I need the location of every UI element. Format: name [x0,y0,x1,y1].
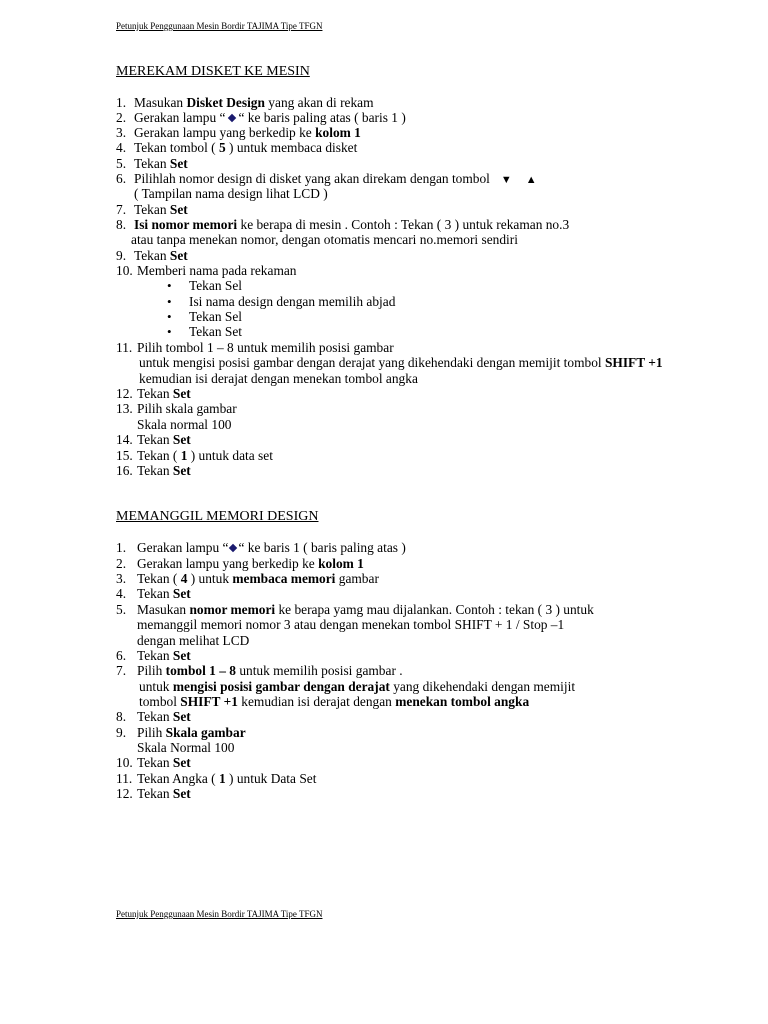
section-title-memanggil: MEMANGGIL MEMORI DESIGN [116,509,319,524]
step-2-3: 3. Tekan ( 4 ) untuk membaca memori gambar [116,571,379,586]
step-1-16: 16. Tekan Set [116,463,191,478]
step-1-4: 4. Tekan tombol ( 5 ) untuk membaca disket [116,140,358,155]
step-1-8-note: atau tanpa menekan nomor, dengan otomatis mencari no.memori sendiri [131,232,518,247]
step-2-8: 8. Tekan Set [116,709,191,724]
step-1-7: 7. Tekan Set [116,202,188,217]
step-1-11: 11. Pilih tombol 1 – 8 untuk memilih posisi gambar [116,340,394,355]
bullet-item: • Tekan Sel [167,278,242,293]
step-1-5: 5. Tekan Set [116,156,188,171]
step-1-11-line3: kemudian isi derajat dengan menekan tombol angka [139,371,418,386]
step-1-2: 2. Gerakan lampu “ “ ke baris paling atas ( baris 1 ) [116,110,406,125]
bullet-item: • Isi nama design dengan memilih abjad [167,294,396,309]
step-2-7-line3: tombol SHIFT +1 kemudian isi derajat dengan menekan tombol angka [139,694,530,709]
up-triangle-icon: ▲ [525,174,537,186]
step-1-11-line2: untuk mengisi posisi gambar dengan derajat yang dikehendaki dengan memijit tombol SHIFT +1 [139,355,663,370]
step-2-7-line2: untuk mengisi posisi gambar dengan derajat yang dikehendaki dengan memijit [139,679,576,694]
step-1-6-note: ( Tampilan nama design lihat LCD ) [134,186,328,201]
bullet-item: • Tekan Set [167,324,242,339]
step-2-1: 1. Gerakan lampu “ “ ke baris 1 ( baris paling atas ) [116,540,406,555]
step-1-12: 12. Tekan Set [116,386,191,401]
bullet-item: • Tekan Sel [167,309,242,324]
step-2-4: 4. Tekan Set [116,586,191,601]
down-triangle-icon: ▼ [500,174,512,186]
step-1-3: 3. Gerakan lampu yang berkedip ke kolom 1 [116,125,361,140]
step-2-12: 12. Tekan Set [116,786,191,801]
step-2-2: 2. Gerakan lampu yang berkedip ke kolom 1 [116,556,364,571]
step-1-15: 15. Tekan ( 1 ) untuk data set [116,448,273,463]
step-2-5: 5. Masukan nomor memori ke berapa yamg mau dijalankan. Contoh : tekan ( 3 ) untuk [116,602,594,617]
page-header: Petunjuk Penggunaan Mesin Bordir TAJIMA Tipe TFGN [116,21,323,31]
lamp-diamond-icon [229,544,237,552]
step-1-13-note: Skala normal 100 [137,417,232,432]
lamp-diamond-icon [228,114,236,122]
step-2-10: 10. Tekan Set [116,755,191,770]
step-2-11: 11. Tekan Angka ( 1 ) untuk Data Set [116,771,317,786]
step-2-9: 9. Pilih Skala gambar [116,725,246,740]
step-2-7: 7. Pilih tombol 1 – 8 untuk memilih posisi gambar . [116,663,403,678]
step-2-9-note: Skala Normal 100 [137,740,235,755]
step-1-8: 8. Isi nomor memori ke berapa di mesin . Contoh : Tekan ( 3 ) untuk rekaman no.3 [116,217,570,232]
step-1-10: 10. Memberi nama pada rekaman [116,263,297,278]
section-title-merekam: MEREKAM DISKET KE MESIN [116,64,310,79]
page-footer: Petunjuk Penggunaan Mesin Bordir TAJIMA Tipe TFGN [116,909,323,919]
step-1-1: 1. Masukan Disket Design yang akan di rekam [116,95,374,110]
step-1-6: 6. Pilihlah nomor design di disket yang akan direkam dengan tombol ▼ ▲ [116,171,537,186]
step-2-5-line2: memanggil memori nomor 3 atau dengan menekan tombol SHIFT + 1 / Stop –1 [137,617,565,632]
step-1-9: 9. Tekan Set [116,248,188,263]
step-1-13: 13. Pilih skala gambar [116,401,237,416]
step-2-5-line3: dengan melihat LCD [137,633,250,648]
step-2-6: 6. Tekan Set [116,648,191,663]
step-1-14: 14. Tekan Set [116,432,191,447]
